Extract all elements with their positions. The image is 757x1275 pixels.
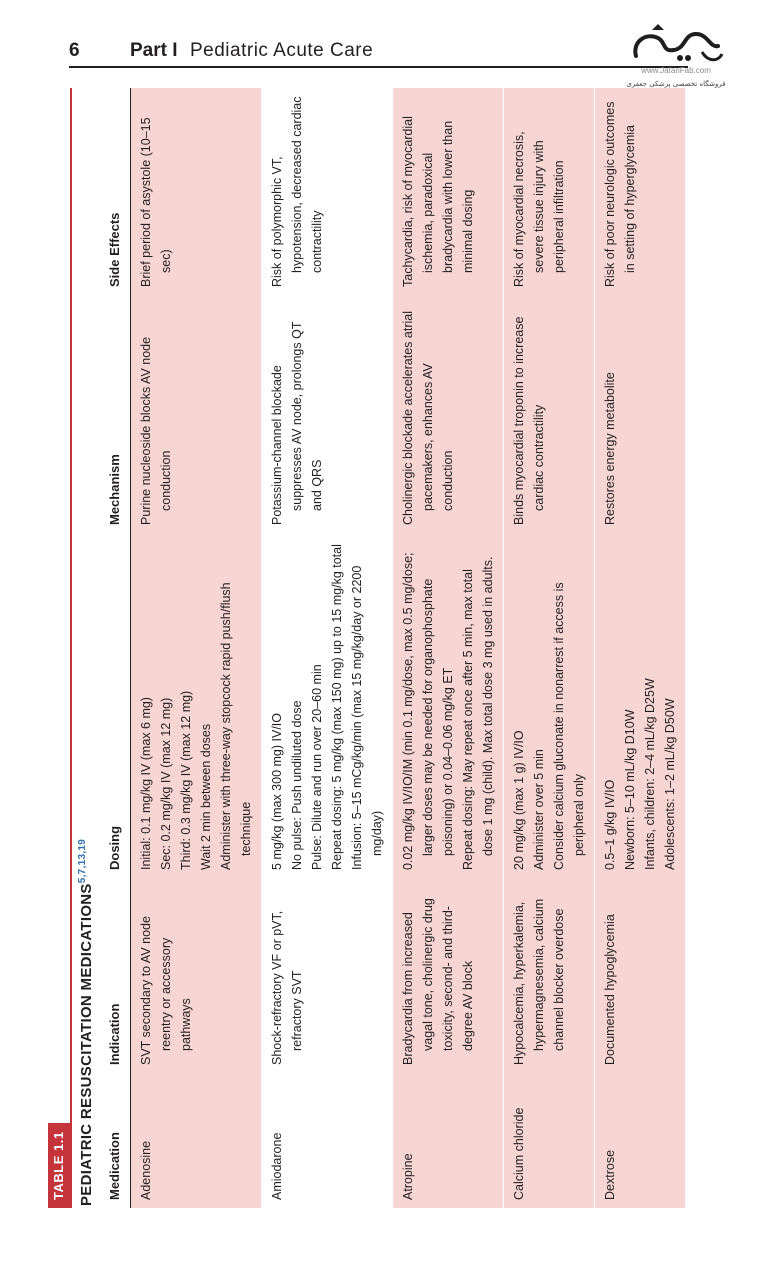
table-title-text: PEDIATRIC RESUSCITATION MEDICATIONS: [78, 883, 95, 1206]
dosing-line: Initial: 0.1 mg/kg IV (max 6 mg): [139, 697, 153, 870]
cell-dosing: [595, 533, 686, 878]
table-row: [595, 88, 686, 1208]
col-header-indication: Indication: [100, 878, 131, 1073]
cell-indication: [504, 878, 595, 1073]
cell-side-effects: [393, 88, 504, 295]
cell-medication: Dextrose: [595, 1073, 686, 1208]
mechanism-text: Purine nucleoside blocks AV node conduction: [139, 336, 173, 525]
cell-indication: [131, 878, 262, 1073]
logo-mark-icon: [622, 22, 730, 66]
page-number: 6: [69, 40, 80, 61]
table-row: [393, 88, 504, 1208]
cell-indication: [262, 878, 393, 1073]
table-title-refs: 5,7,13,19: [77, 838, 88, 884]
cell-indication: [393, 878, 504, 1073]
part-title: Pediatric Acute Care: [190, 40, 374, 61]
side-effects-text: Risk of polymorphic VT, hypotension, decreased cardiac contractility: [270, 96, 324, 287]
col-header-dosing: Dosing: [100, 533, 131, 878]
mechanism-text: Binds myocardial troponin to increase cardiac contractility: [512, 316, 546, 525]
col-header-mechanism: Mechanism: [100, 295, 131, 533]
cell-side-effects: [504, 88, 595, 295]
cell-medication: Amiodarone: [262, 1073, 393, 1208]
logo-subtitle: فروشگاه تخصصی پزشکی جعفری: [626, 80, 726, 88]
cell-indication: [595, 878, 686, 1073]
col-header-side-effects: Side Effects: [100, 88, 131, 295]
table-header-row: [100, 88, 131, 1208]
cell-mechanism: [131, 295, 262, 533]
dosing-line: Sec: 0.2 mg/kg IV (max 12 mg): [159, 697, 173, 870]
cell-dosing: [393, 533, 504, 878]
cell-mechanism: [262, 295, 393, 533]
dosing-line: Third: 0.3 mg/kg IV (max 12 mg): [179, 690, 193, 870]
dosing-line: 5 mg/kg (max 300 mg) IV/IO: [270, 713, 284, 870]
cell-mechanism: [504, 295, 595, 533]
dosing-line: Administer over 5 min: [532, 749, 546, 870]
cell-side-effects: [131, 88, 262, 295]
dosing-line: Wait 2 min between doses: [199, 723, 213, 870]
logo-url: www.JafariFab.com: [641, 66, 711, 75]
dosing-line: Adolescents: 1–2 mL/kg D50W: [663, 698, 677, 870]
cell-mechanism: [595, 295, 686, 533]
cell-mechanism: [393, 295, 504, 533]
cell-side-effects: [262, 88, 393, 295]
indication-text: Bradycardia from increased vagal tone, cholinergic drug toxicity, second- and third-degree AV block: [401, 898, 475, 1065]
col-header-medication: Medication: [100, 1073, 131, 1208]
cell-medication: Calcium chloride: [504, 1073, 595, 1208]
dosing-line: Administer with three-way stopcock rapid push/flush technique: [219, 582, 253, 870]
cell-side-effects: [595, 88, 686, 295]
cell-medication: Atropine: [393, 1073, 504, 1208]
table-row: [504, 88, 595, 1208]
dosing-line: Newborn: 5–10 mL/kg D10W: [623, 709, 637, 870]
dosing-line: Consider calcium gluconate in nonarrest if access is peripheral only: [552, 582, 586, 870]
side-effects-text: Risk of myocardial necrosis, severe tissue injury with peripheral infiltration: [512, 131, 566, 287]
side-effects-text: Brief period of asystole (10–15 sec): [139, 117, 173, 287]
dosing-line: Repeat dosing: 5 mg/kg (max 150 mg) up to 15 mg/kg total: [330, 544, 344, 870]
cell-medication: Adenosine: [131, 1073, 262, 1208]
table-row: [262, 88, 393, 1208]
indication-text: SVT secondary to AV node reentry or accessory pathways: [139, 916, 193, 1065]
cell-dosing: [131, 533, 262, 878]
side-effects-text: Tachycardia, risk of myocardial ischemia, paradoxical bradycardia with lower than minimal dosing: [401, 116, 475, 287]
dosing-line: 20 mg/kg (max 1 g) IV/IO: [512, 730, 526, 870]
mechanism-text: Potassium-channel blockade suppresses AV node, prolongs QT and QRS: [270, 321, 324, 525]
cell-dosing: [504, 533, 595, 878]
table-tag: TABLE 1.1: [48, 1123, 70, 1208]
table-title: [77, 839, 95, 1206]
dosing-line: 0.02 mg/kg IV/IO/IM (min 0.1 mg/dose, max 0.5 mg/dose; larger doses may be needed for organophosphate poisoning) or 0.04–0.06 mg/kg ET: [401, 552, 455, 870]
table-tag-rule: [70, 88, 72, 1208]
mechanism-text: Restores energy metabolite: [603, 372, 617, 525]
indication-text: Shock-refractory VF or pVT, refractory SVT: [270, 910, 304, 1065]
table-row: [131, 88, 262, 1208]
part-label: Part I: [130, 40, 178, 61]
dosing-line: No pulse: Push undiluted dose: [290, 700, 304, 870]
publisher-logo: [622, 22, 730, 94]
medication-table: [100, 88, 686, 1208]
side-effects-text: Risk of poor neurologic outcomes in setting of hyperglycemia: [603, 101, 637, 287]
dosing-line: Pulse: Dilute and run over 20–60 min: [310, 664, 324, 870]
dosing-line: Repeat dosing: May repeat once after 5 min, max total dose 1 mg (child). Max total dose 3 mg used in adults.: [461, 556, 495, 870]
indication-text: Hypocalcemia, hyperkalemia, hypermagnesemia, calcium channel blocker overdose: [512, 898, 566, 1065]
cell-dosing: [262, 533, 393, 878]
header-rule: [69, 66, 688, 68]
mechanism-text: Cholinergic blockade accelerates atrial pacemakers, enhances AV conduction: [401, 310, 455, 525]
dosing-line: Infusion: 5–15 mCg/kg/min (max 15 mg/kg/day or 2200 mg/day): [350, 565, 384, 870]
indication-text: Documented hypoglycemia: [603, 914, 617, 1065]
rotated-table-region: [48, 88, 698, 1208]
dosing-line: Infants, children: 2–4 mL/kg D25W: [643, 678, 657, 870]
dosing-line: 0.5–1 g/kg IV/IO: [603, 779, 617, 870]
